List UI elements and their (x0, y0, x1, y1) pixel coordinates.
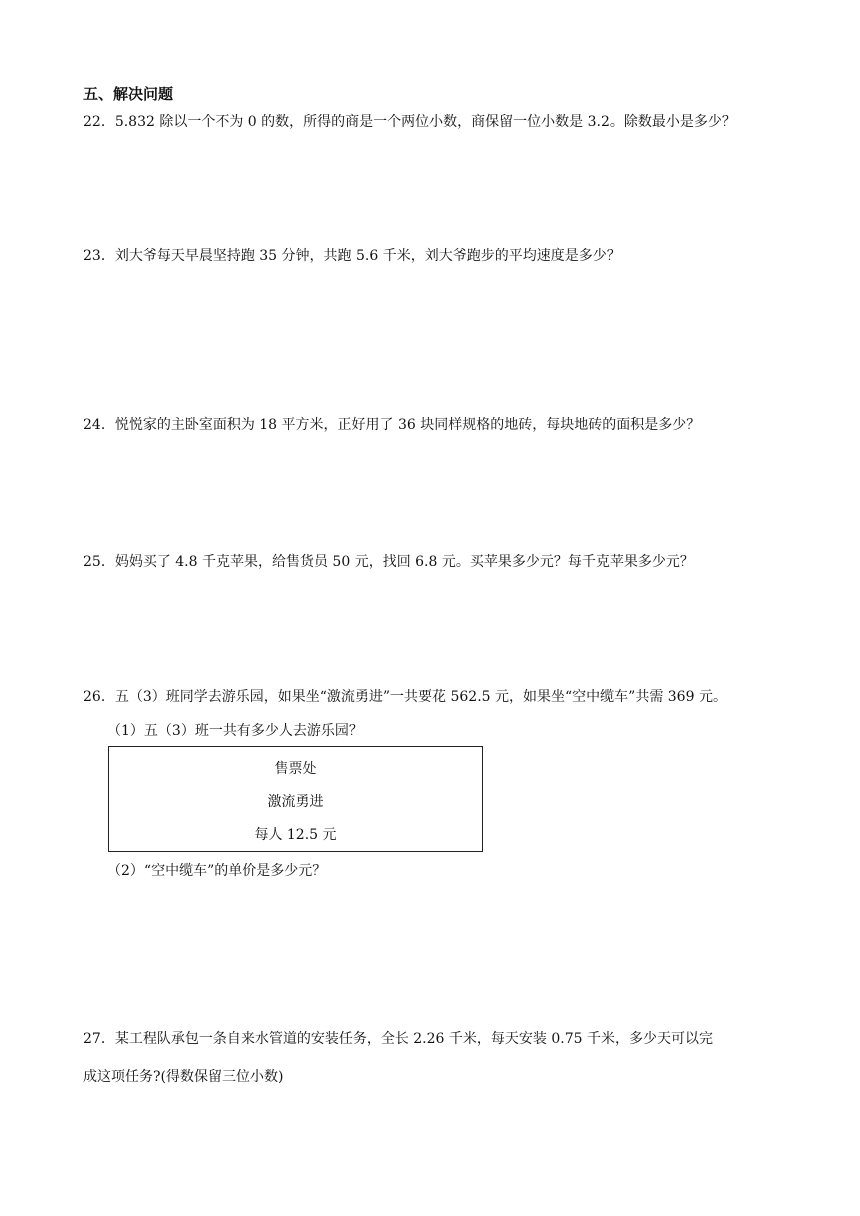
question-22: 22．5.832 除以一个不为 0 的数，所得的商是一个两位小数，商保留一位小数是 3.2。除数最小是多少？ (83, 114, 736, 130)
question-24: 24．悦悦家的主卧室面积为 18 平方米，正好用了 36 块同样规格的地砖，每块地砖的面积是多少？ (83, 417, 701, 433)
ticket-price: 每人 12.5 元 (254, 827, 337, 843)
ticket-title: 售票处 (274, 761, 317, 777)
ticket-ride-name: 激流勇进 (267, 794, 324, 810)
question-26-part-2: （2）“空中缆车”的单价是多少元？ (107, 863, 327, 879)
question-27-line-2: 成这项任务?(得数保留三位小数) (83, 1069, 284, 1085)
question-23: 23．刘大爷每天早晨坚持跑 35 分钟，共跑 5.6 千米，刘大爷跑步的平均速度是多少？ (83, 248, 621, 264)
question-26: 26．五（3）班同学去游乐园，如果坐“激流勇进”一共要花 562.5 元，如果坐“空中缆车”共需 369 元。 (83, 689, 727, 705)
question-26-part-1: （1）五（3）班一共有多少人去游乐园？ (107, 723, 363, 739)
ticket-booth-sign (108, 746, 483, 852)
question-25: 25．妈妈买了 4.8 千克苹果，给售货员 50 元，找回 6.8 元。买苹果多少元？每千克苹果多少元？ (83, 554, 694, 570)
section-title: 五、解决问题 (83, 85, 174, 103)
question-27-line-1: 27．某工程队承包一条自来水管道的安装任务，全长 2.26 千米，每天安装 0.75 千米，多少天可以完 (83, 1031, 713, 1047)
